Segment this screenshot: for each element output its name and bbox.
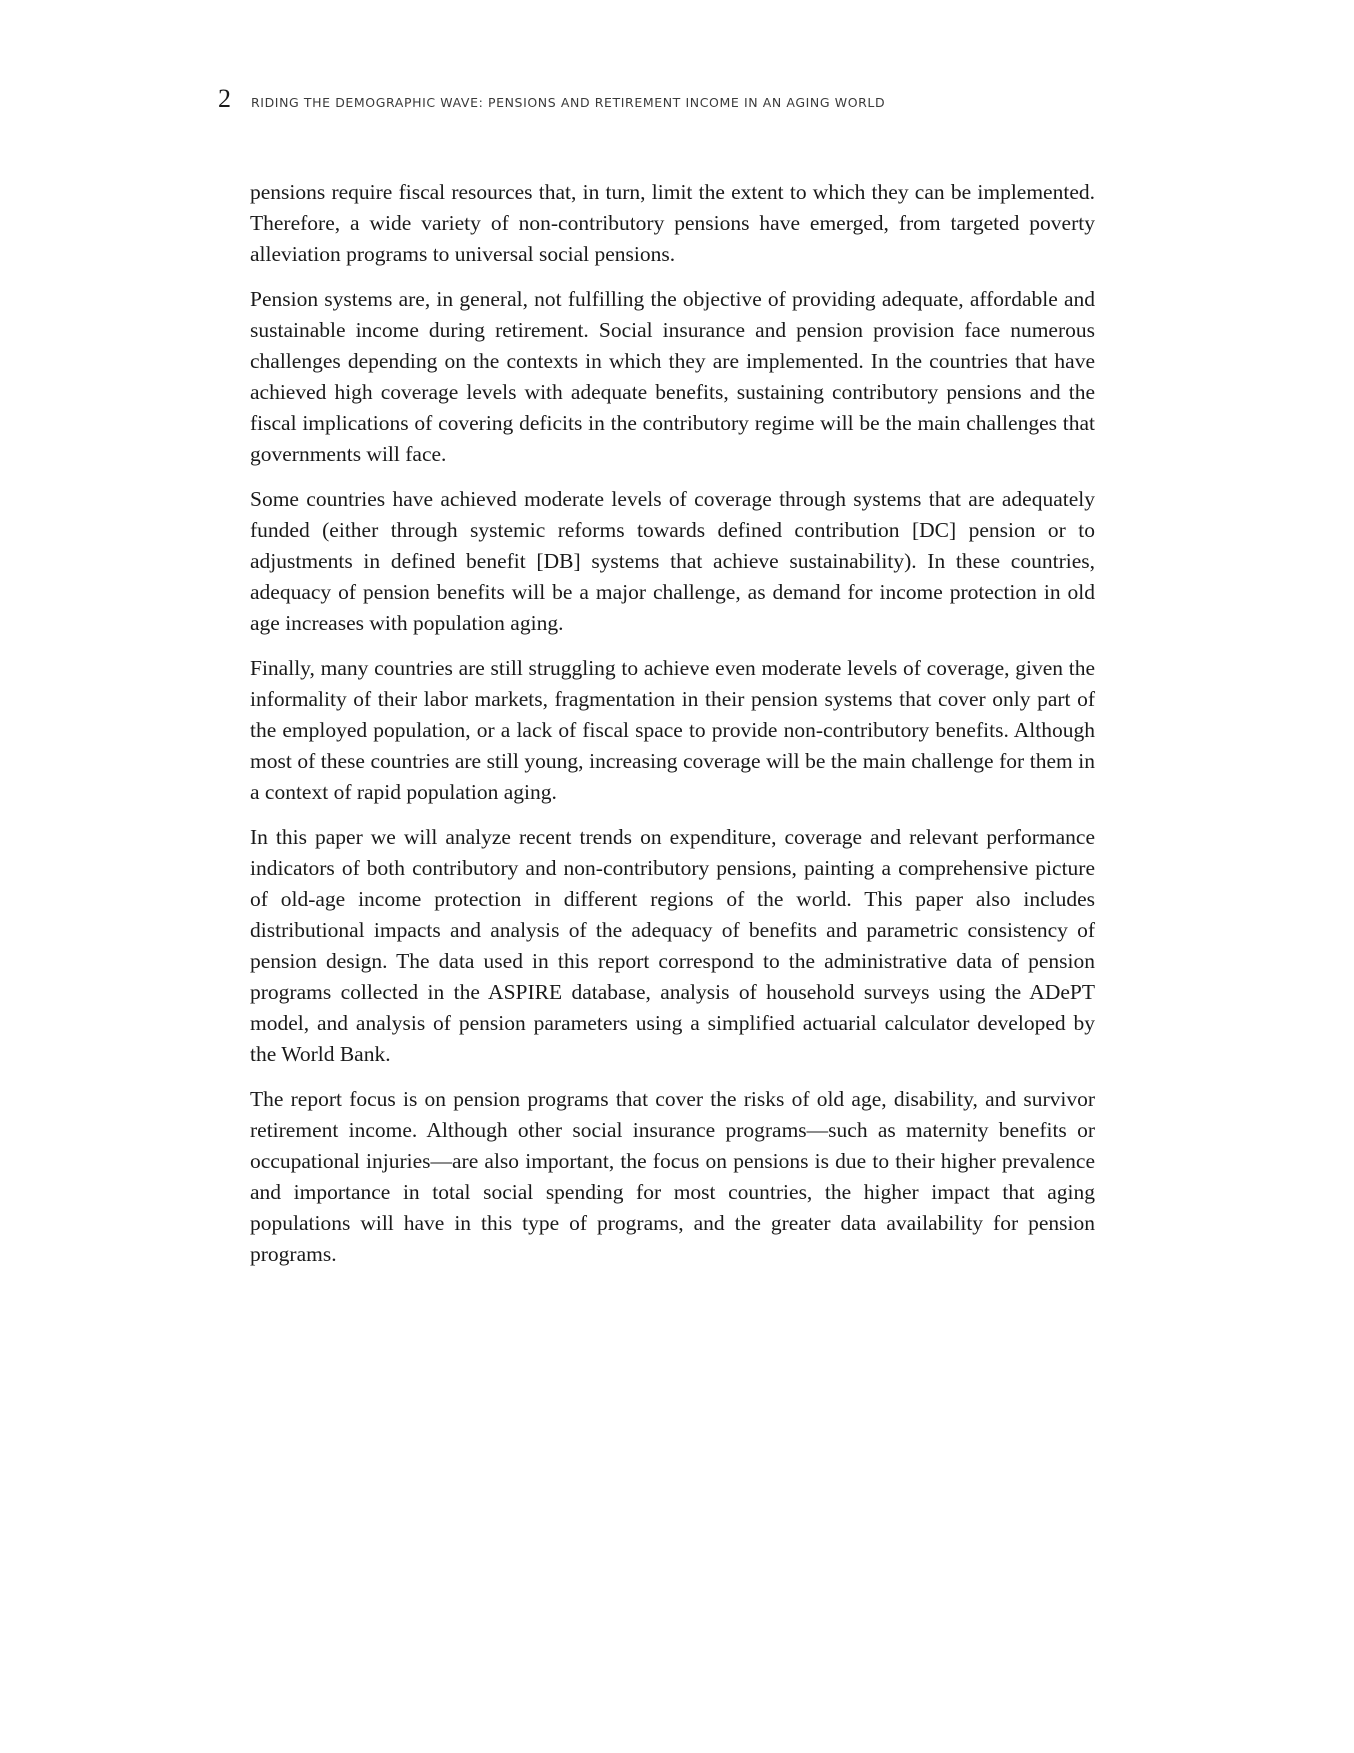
paragraph-4: Finally, many countries are still struggling to achieve even moderate levels of coverage, given the informality of their labor markets, fragmentation in their pension systems that cover only part of the employed population, or a lack of fiscal space to provide non-contributory benefits. Although most of these countries are still young, increasing coverage will be the main challenge for them in a context of rapid population aging.: [250, 656, 1095, 804]
paragraph-5: In this paper we will analyze recent trends on expenditure, coverage and relevant performance indicators of both contributory and non-contributory pensions, painting a comprehensive picture of old-age income protection in different regions of the world. This paper also includes distributional impacts and analysis of the adequacy of benefits and parametric consistency of pension design. The data used in this report correspond to the administrative data of pension programs collected in the ASPIRE database, analysis of household surveys using the ADePT model, and analysis of pension parameters using a simplified actuarial calculator developed by the World Bank.: [250, 825, 1095, 1066]
running-header: [218, 84, 885, 116]
running-title: RIDING THE DEMOGRAPHIC WAVE: PENSIONS AND RETIREMENT INCOME IN AN AGING WORLD: [251, 95, 886, 110]
paragraph-1: pensions require fiscal resources that, in turn, limit the extent to which they can be implemented. Therefore, a wide variety of non-contributory pensions have emerged, from targeted poverty alleviation programs to universal social pensions.: [250, 180, 1095, 266]
body-text: [250, 177, 1095, 1284]
paragraph-3: Some countries have achieved moderate levels of coverage through systems that are adequately funded (either through systemic reforms towards defined contribution [DC] pension or to adjustments in defined benefit [DB] systems that achieve sustainability). In these countries, adequacy of pension benefits will be a major challenge, as demand for income protection in old age increases with population aging.: [250, 487, 1095, 635]
page-number: 2: [218, 84, 231, 113]
paragraph-6: The report focus is on pension programs that cover the risks of old age, disability, and survivor retirement income. Although other social insurance programs—such as maternity benefits or occupational injuries—are also important, the focus on pensions is due to their higher prevalence and importance in total social spending for most countries, the higher impact that aging populations will have in this type of programs, and the greater data availability for pension programs.: [250, 1087, 1095, 1266]
paragraph-2: Pension systems are, in general, not fulfilling the objective of providing adequate, affordable and sustainable income during retirement. Social insurance and pension provision face numerous challenges depending on the contexts in which they are implemented. In the countries that have achieved high coverage levels with adequate benefits, sustaining contributory pensions and the fiscal implications of covering deficits in the contributory regime will be the main challenges that governments will face.: [250, 287, 1095, 466]
